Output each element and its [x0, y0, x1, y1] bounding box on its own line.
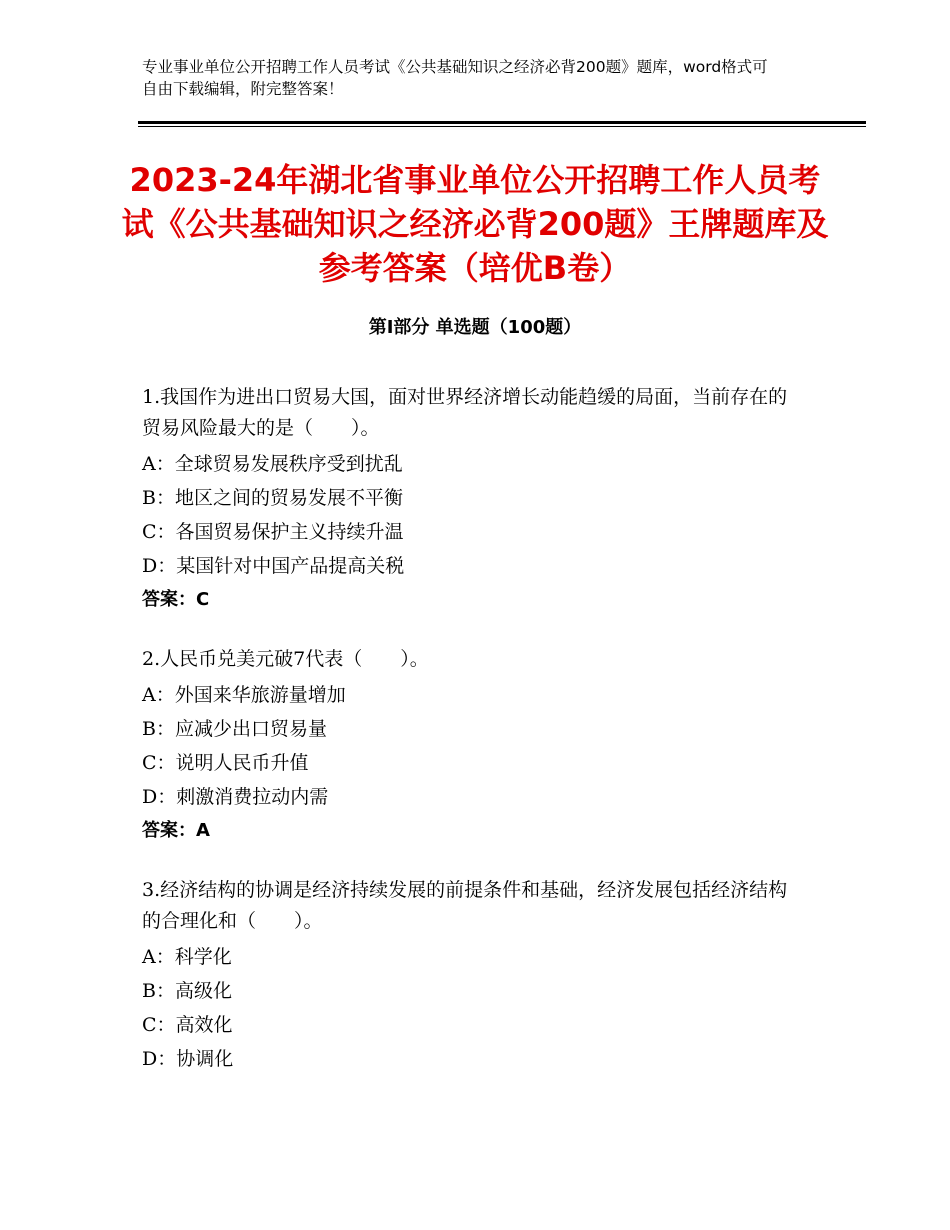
question-1 — [142, 382, 802, 617]
option-b: B：应减少出口贸易量 — [142, 718, 327, 740]
question-stem: 3.经济结构的协调是经济持续发展的前提条件和基础，经济发展包括经济结构的合理化和（ ）。 — [142, 879, 788, 932]
option-a: A：外国来华旅游量增加 — [142, 684, 346, 706]
header-rule-thin — [138, 126, 866, 127]
header-rule-thick — [138, 121, 866, 124]
answer-line: 答案：A — [142, 820, 210, 841]
option-d: D：某国针对中国产品提高关税 — [142, 555, 405, 577]
option-a: A：科学化 — [142, 946, 232, 968]
question-stem: 2.人民币兑美元破7代表（ ）。 — [142, 648, 429, 670]
document-title: 2023-24年湖北省事业单位公开招聘工作人员考试《公共基础知识之经济必背200题》王牌题库及参考答案（培优B卷） — [121, 161, 829, 287]
option-c: C：说明人民币升值 — [142, 752, 309, 774]
option-c: C：各国贸易保护主义持续升温 — [142, 521, 404, 543]
question-stem: 1.我国作为进出口贸易大国，面对世界经济增长动能趋缓的局面，当前存在的贸易风险最大的是（ ）。 — [142, 386, 788, 439]
option-d: D：刺激消费拉动内需 — [142, 786, 329, 808]
section-heading: 第Ⅰ部分 单选题（100题） — [368, 317, 582, 338]
option-b: B：地区之间的贸易发展不平衡 — [142, 487, 403, 509]
option-d: D：协调化 — [142, 1048, 234, 1070]
question-3 — [142, 875, 802, 1076]
option-b: B：高级化 — [142, 980, 232, 1002]
header-note: 专业事业单位公开招聘工作人员考试《公共基础知识之经济必背200题》题库，word格式可自由下载编辑，附完整答案！ — [142, 58, 768, 98]
option-c: C：高效化 — [142, 1014, 233, 1036]
question-2 — [142, 644, 802, 848]
option-a: A：全球贸易发展秩序受到扰乱 — [142, 453, 403, 475]
answer-line: 答案：C — [142, 589, 210, 610]
question-list — [142, 382, 802, 1103]
